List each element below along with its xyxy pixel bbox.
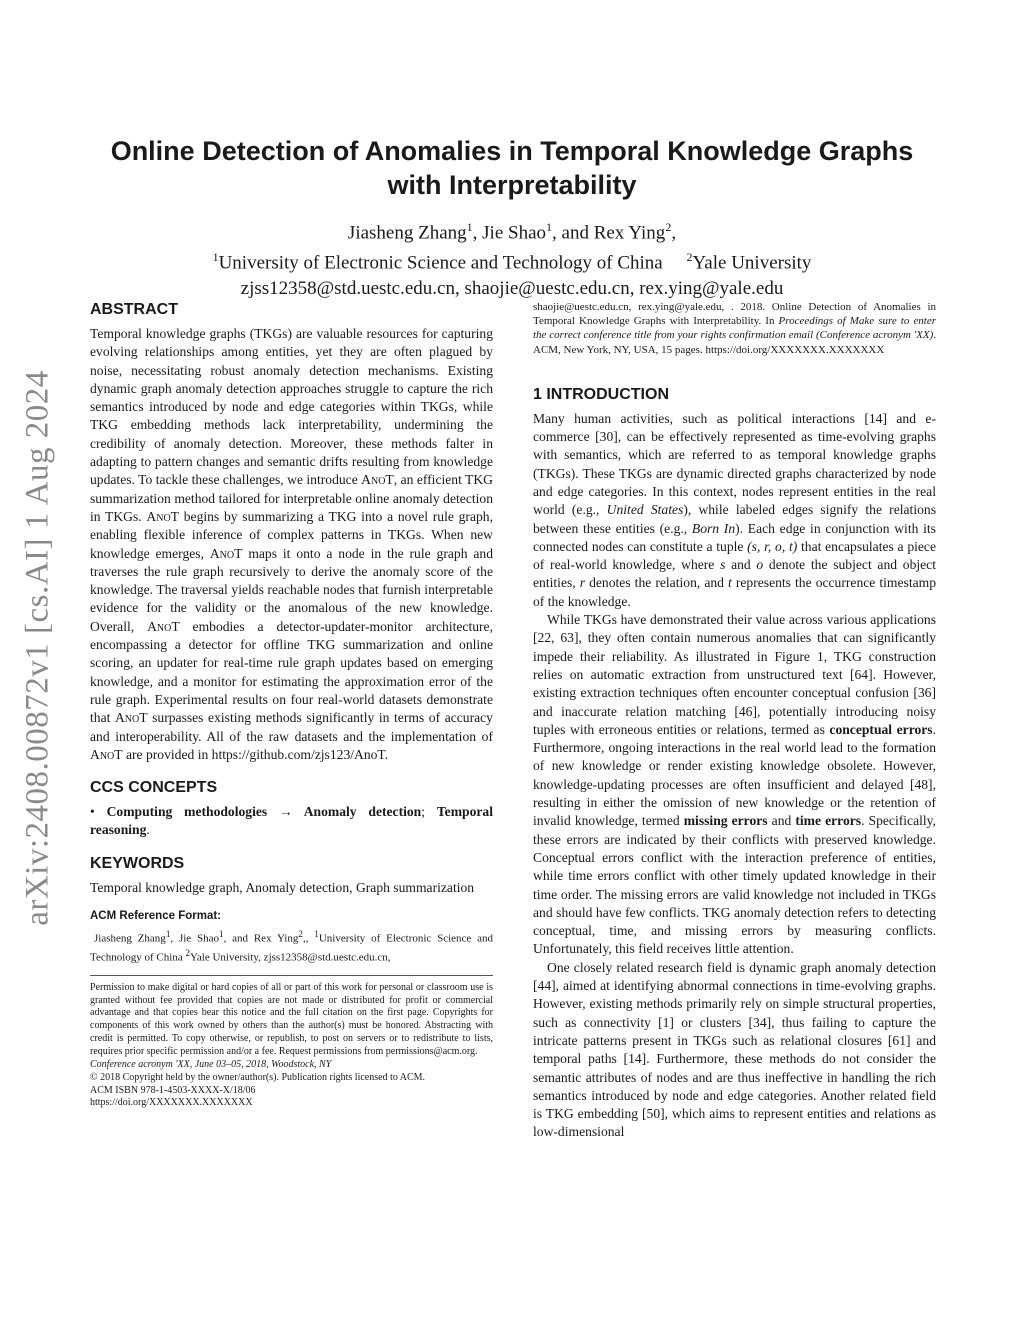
intro-term: missing errors — [683, 813, 768, 829]
intro-term: conceptual errors — [829, 721, 933, 737]
title-line-1: Online Detection of Anomalies in Temporal Knowledge Graphs — [110, 136, 914, 166]
keywords-heading: KEYWORDS — [90, 854, 185, 872]
ref-sup: 1 — [219, 929, 224, 940]
author-sep: , — [671, 222, 677, 244]
ccs-heading: CCS CONCEPTS — [90, 779, 218, 797]
ref-part: shaojie@uestc.edu.cn, rex.ying@yale.edu, . 2018. Online Detection of Anomalies in Temporal Knowledge Graphs with Interpretability. In — [533, 301, 936, 328]
ref-part: . ACM, New York, NY, USA, 15 pages. https://doi.org/XXXXXXX.XXXXXXX — [533, 329, 936, 356]
abstract-part: are provided in https://github.com/zjs123/AnoT. — [122, 746, 389, 762]
ccs-concept-2: Temporal reasoning — [90, 804, 493, 838]
intro-part: ). Each edge in conjunction with its connected nodes can constitute a tuple — [533, 520, 936, 554]
intro-term: time errors — [795, 813, 862, 829]
intro-heading: 1 INTRODUCTION — [533, 385, 669, 403]
affiliation-2: Yale University — [692, 252, 812, 274]
isbn-line: ACM ISBN 978-1-4503-XXXX-X/18/06 — [90, 1084, 256, 1096]
anot-name: AnoT — [209, 545, 243, 561]
intro-var: t — [728, 575, 732, 591]
ccs-text — [90, 803, 493, 840]
abstract-part: maps it onto a node in the rule graph and traverses the rule graph recursively to derive the anomaly score of the knowledge. The traversal yields reachable nodes that furnish interpretable evidence for the validity or the anomalous of the new knowledge. Overall, — [90, 545, 493, 634]
copyright-line: © 2018 Copyright held by the owner/author(s). Publication rights licensed to ACM. — [90, 1071, 426, 1083]
affiliation-1: University of Electronic Science and Technology of China — [218, 252, 663, 274]
left-column — [90, 300, 493, 1110]
intro-paragraph-3: One closely related research field is dynamic graph anomaly detection [44], aimed at identifying abnormal connections in time-evolving graphs. However, existing methods primarily rely on simple structural properties, such as connectivity [1] or clusters [34], thus failing to capture the intricate patterns present in TKGs such as relational closures [61] and temporal paths [14]. Furthermore, these methods do not consider the semantic attributes of nodes and are thus ineffective in handling the rich semantics introduced by node and edge categories. Another related field is TKG embedding [50], which aims to represent entities and relations as low-dimensional — [533, 959, 936, 1140]
anot-name: AnoT — [361, 472, 394, 488]
arxiv-id: arXiv:2408.00872v1 [cs.AI] 1 Aug 2024 — [19, 370, 56, 926]
ref-sup: 2 — [185, 948, 191, 959]
anot-name: AnoT — [147, 618, 180, 634]
abstract-heading: ABSTRACT — [90, 301, 178, 318]
paper-title — [88, 134, 936, 202]
aff1-sup: 1 — [212, 250, 219, 265]
intro-var: o — [756, 557, 764, 573]
intro-part: Many human activities, such as political interactions [14] and e-commerce [30], can be effectively represented as time-evolving graphs with semantics, which are referred to as temporal knowledge graphs (TKGs). These TKGs are dynamic directed graphs characterized by node and edge categories. In this context, nodes represent entities in the real world (e.g., — [533, 410, 936, 518]
author-2-sup: 1 — [546, 220, 553, 234]
author-2: , Jie Shao — [472, 222, 547, 244]
conference-text: Conference acronym 'XX, June 03–05, 2018, Woodstock, NY — [90, 1059, 332, 1071]
conference-line — [90, 1059, 493, 1072]
intro-part: While TKGs have demonstrated their value across various applications [22, 63], they often contain numerous anomalies that can significantly impede their reliability. As illustrated in Figure 1, TKG construction relies on automatic extraction from unstructured text [64]. However, existing extraction techniques often encounter conceptual confusion [36] and inaccurate relation matching [46], potentially introducing noisy tuples with erroneous entities or relations, termed as — [533, 612, 936, 737]
intro-part: denote the subject and object entities, — [533, 557, 936, 591]
intro-part: ), while labeled edges signify the relations between these entities (e.g., — [533, 502, 936, 536]
intro-part: that encapsulates a piece of real-world knowledge, where — [533, 538, 936, 573]
abstract-part: Temporal knowledge graphs (TKGs) are valuable resources for capturing evolving relationships among entities, yet they are often plagued by noise, necessitating robust anomaly detection mechanisms. Existing dynamic graph anomaly detection approaches struggle to capture the rich semantics introduced by node and edge categories within TKGs, while TKG embedding methods lack interpretability, undermining the credibility of anomaly detection. Moreover, these methods falter in adapting to pattern changes and semantic drifts resulting from knowledge updates. To tackle these challenges, we introduce — [90, 326, 493, 488]
author-emails: zjss12358@std.uestc.edu.cn, shaojie@uestc.edu.cn, rex.ying@yale.edu — [240, 277, 784, 299]
anot-name: AnoT — [114, 710, 148, 726]
author-3: , and Rex Ying — [552, 222, 666, 244]
ref-sup: 1 — [165, 929, 171, 940]
abstract-part: , an efficient TKG summarization method tailored for interpretable online anomaly detection in TKGs. — [90, 472, 493, 524]
intro-paragraph-2 — [533, 611, 936, 959]
ref-part: University of Electronic Science and Technology of China — [90, 932, 494, 964]
ref-sup: 2 — [298, 929, 303, 940]
intro-part: represents the occurrence timestamp of the knowledge. — [533, 575, 936, 609]
ref-part: , Jie Shao — [170, 932, 219, 945]
ccs-end: . — [146, 822, 150, 838]
intro-part: denotes the relation, and — [585, 575, 729, 591]
ref-part: Yale University, zjss12358@std.uestc.edu.cn, — [190, 951, 391, 964]
arxiv-watermark — [18, 368, 58, 928]
permission-notice: Permission to make digital or hard copies of all or part of this work for personal or classroom use is granted without fee provided that copies are not made or distributed for profit or commercial advantage and that copies bear this notice and the full citation on the first page. Copyrights for components of this work owned by others than the author(s) must be honored. Abstracting with credit is permitted. To copy otherwise, or republish, to post on servers or to redistribute to lists, requires prior specific permission and/or a fee. Request permissions from permissions@acm.org. — [90, 982, 493, 1057]
acm-ref-continued — [533, 300, 936, 357]
acm-ref-heading: ACM Reference Format: — [90, 910, 221, 923]
intro-var: r — [579, 575, 586, 591]
intro-example: Born In — [691, 520, 736, 536]
abstract-part: surpasses existing methods significantly in terms of accuracy and interoperability. All of the raw datasets and the implementation of — [90, 710, 493, 744]
abstract-part: embodies a detector-updater-monitor architecture, encompassing a detector for offline TKG summarization and online scoring, an updater for real-time rule graph updates based on emerging knowledge, and a monitor for estimating the approximation error of the rule graph. Experimental results on four real-world datasets demonstrate that — [90, 618, 493, 726]
anot-name: AnoT — [146, 508, 179, 524]
intro-part: . Furthermore, ongoing interactions in the real world lead to the formation of new knowledge or render existing knowledge obsolete. However, knowledge-updating processes are often insufficient and delayed [48], resulting in either the omission of new knowledge or the retention of invalid knowledge, termed — [533, 721, 937, 829]
intro-paragraph-1 — [533, 410, 936, 611]
ccs-bullet: • — [90, 804, 107, 820]
author-block — [88, 215, 936, 301]
abstract-text — [90, 325, 493, 764]
intro-part: and — [725, 557, 757, 573]
intro-tuple: (s, r, o, t) — [747, 538, 798, 554]
author-names — [88, 215, 936, 245]
keywords-text: Temporal knowledge graph, Anomaly detection, Graph summarization — [90, 879, 475, 895]
ref-part: Jiasheng Zhang — [94, 932, 166, 945]
affiliations — [88, 245, 936, 275]
intro-part: . Specifically, these errors are indicated by their conflicts with preserved knowledge. Conceptual errors conflict with the interaction preference of entities, while time errors conflict with other timely updated knowledge in their time order. The missing errors are valid knowledge not included in TKGs and should have few conflicts. TKG anomaly detection refers to detecting conceptual, time, and missing errors by measuring conflicts. Unfortunately, this field receives little attention. — [533, 813, 936, 957]
ref-sup: 1 — [314, 929, 319, 940]
footnote-rule — [90, 975, 493, 976]
acm-ref-left — [90, 927, 493, 965]
author-1: Jiasheng Zhang — [347, 222, 467, 244]
title-line-2: with Interpretability — [387, 170, 637, 200]
doi-line: https://doi.org/XXXXXXX.XXXXXXX — [90, 1097, 253, 1109]
intro-part: and — [767, 813, 796, 829]
intro-example: United States — [606, 502, 684, 518]
aff2-sup: 2 — [686, 250, 693, 265]
ccs-sep: ; — [421, 804, 437, 820]
author-3-sup: 2 — [665, 220, 672, 234]
anot-name: AnoT — [90, 746, 123, 762]
ref-part: ,, — [302, 932, 315, 945]
abstract-part: begins by summarizing a TKG into a novel rule graph, enabling flexible inference of complex patterns in TKGs. When new knowledge emerges, — [90, 508, 493, 561]
author-1-sup: 1 — [466, 220, 473, 234]
ref-part: , and Rex Ying — [223, 932, 299, 945]
intro-var: s — [720, 557, 726, 573]
ref-venue: Proceedings of Make sure to enter the correct conference title from your rights confirmation email (Conference acronym 'XX) — [533, 315, 936, 342]
ccs-concept-1: Computing methodologies → Anomaly detection — [106, 804, 422, 820]
right-column — [533, 300, 936, 1142]
